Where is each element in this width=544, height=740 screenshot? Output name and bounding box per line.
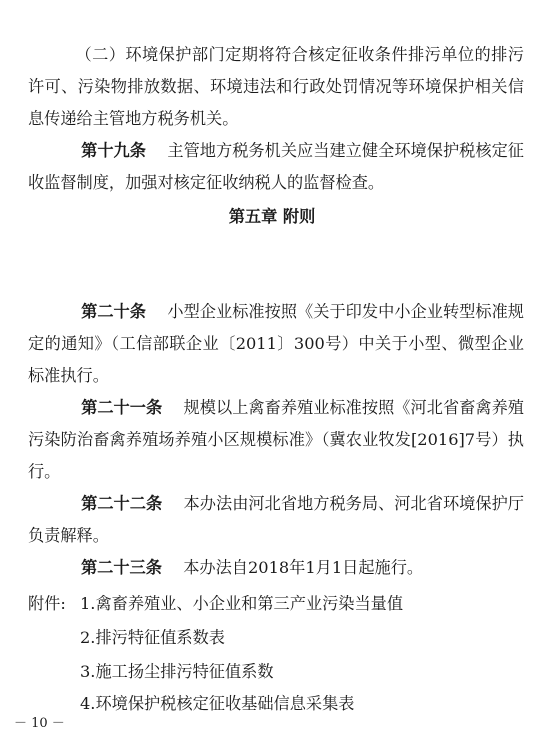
attachment-item-3: 3.施工扬尘排污特征值系数 (80, 662, 274, 681)
article-heading: 第十九条 (48, 141, 146, 160)
article-heading: 第二十二条 (48, 494, 163, 513)
paragraph-text: （二）环境保护部门定期将符合核定征收条件排污单位的排污许可、污染物排放数据、环境违法和行政处罚情况等环境保护相关信息传递给主管地方税务机关。 (28, 45, 524, 128)
page-number: － 10 － (14, 716, 65, 731)
article-text: 规模以上禽畜养殖业标准按照《河北省畜禽养殖污染防治畜禽养殖场养殖小区规模标准》（冀农业牧发[2016]7号）执行。 (28, 398, 524, 481)
article-text: 本办法由河北省地方税务局、河北省环境保护厅负责解释。 (28, 494, 524, 545)
article-text: 主管地方税务机关应当建立健全环境保护税核定征收监督制度，加强对核定征收纳税人的监督检查。 (28, 141, 524, 192)
article-heading: 第二十一条 (48, 398, 163, 417)
article-text: 小型企业标准按照《关于印发中小企业转型标准规定的通知》（工信部联企业〔2011〕300号）中关于小型、微型企业标准执行。 (28, 302, 524, 385)
attachment-item-2: 2.排污特征值系数表 (80, 628, 225, 647)
article-heading: 第二十条 (48, 302, 146, 321)
chapter-title: 第五章 附则 (228, 207, 316, 226)
article-text: 本办法自2018年1月1日起施行。 (161, 558, 424, 577)
attachment-item-1: 1.禽畜养殖业、小企业和第三产业污染当量值 (80, 594, 404, 613)
attachment-item-4: 4.环境保护税核定征收基础信息采集表 (80, 694, 355, 713)
attachments-label: 附件: (28, 594, 66, 613)
article-heading: 第二十三条 (48, 558, 162, 577)
